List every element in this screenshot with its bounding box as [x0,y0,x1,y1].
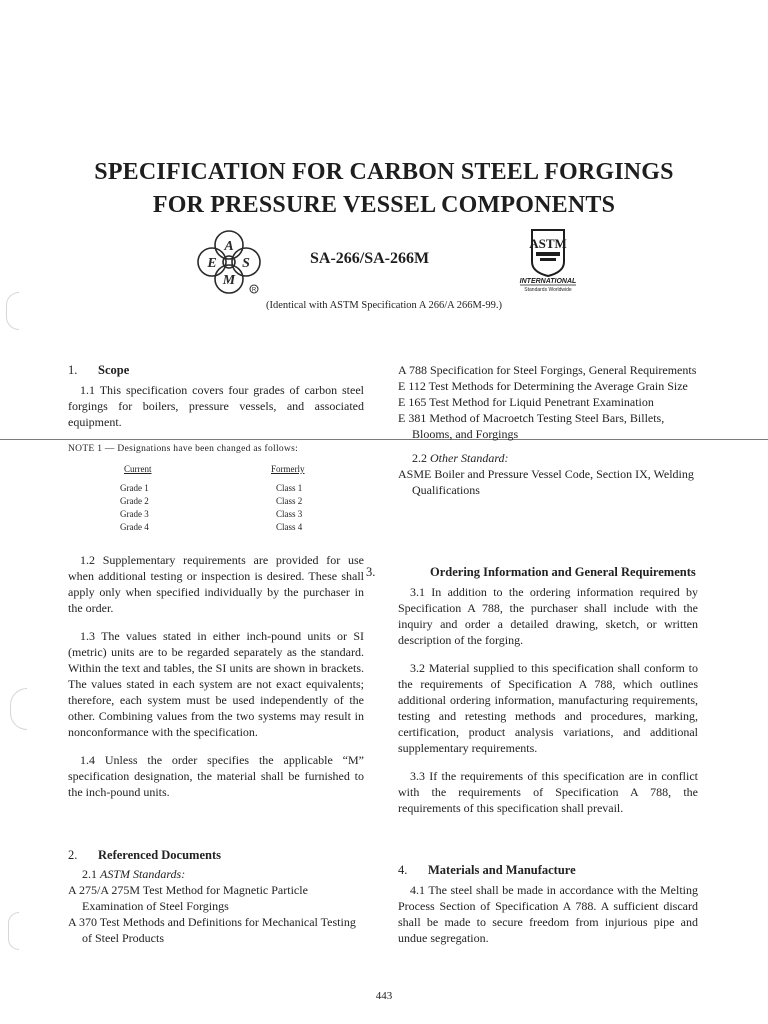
designation: SA-266/SA-266M [310,250,430,267]
table-cell: Class 4 [276,522,303,532]
svg-text:S: S [242,256,250,271]
svg-text:A: A [224,239,234,254]
title-line-2: FOR PRESSURE VESSEL COMPONENTS [152,192,616,218]
svg-text:R: R [251,287,257,294]
table-cell: Grade 3 [120,509,149,519]
section-number: 3. [366,565,376,579]
reference-e381: E 381 Method of Macroetch Testing Steel Bars, Billets, Blooms, and Forgings [398,411,665,441]
subsection-number: 2.2 [412,451,427,465]
section-number: 1. [68,363,78,377]
section-title: Scope [98,363,130,377]
paragraph-1-3: 1.3 The values stated in either inch-pound units or SI (metric) units are to be regarded separately as the standard. Within the text and tables, the SI units are shown in brackets. The values stated in each system are not exact equivalents; therefore, each system must be used independently of the other. Combining values from the two systems may result in nonconformance with the specification. [68,629,364,739]
table-cell: Grade 2 [120,496,149,506]
table-header-formerly: Formerly [271,464,305,474]
identical-note: (Identical with ASTM Specification A 266/A 266M-99.) [266,300,502,311]
paragraph-4-1: 4.1 The steel shall be made in accordance with the Melting Process Section of Specification A 788. A sufficient discard shall be made to secure freedom from injurious pipe and undue segregation. [398,883,698,945]
svg-text:E: E [207,256,217,271]
paragraph-1-2: 1.2 Supplementary requirements are provided for use when additional testing or inspection is desired. These shall apply only when specified individually by the purchaser in the order. [68,553,364,615]
section-heading [366,564,698,580]
subsection-heading [398,450,698,466]
section-title: Referenced Documents [98,848,221,862]
referenced-documents-continued [398,362,698,498]
subsection-heading [68,866,364,882]
table-cell: Grade 1 [120,483,149,493]
table-header-current: Current [124,464,152,474]
scope-continued [68,552,364,800]
astm-tagline: Standards Worldwide [524,287,572,292]
paragraph-1-4: 1.4 Unless the order specifies the applicable “M” specification designation, the material shall be furnished to the inch-pound units. [68,753,364,799]
section-number: 2. [68,848,78,862]
section-3-ordering-information [366,564,698,816]
section-title: Materials and Manufacture [428,863,576,877]
reference-a370: A 370 Test Methods and Definitions for Mechanical Testing of Steel Products [68,915,356,945]
subsection-number: 2.1 [82,867,97,881]
section-number: 4. [398,863,408,877]
subsection-title: Other Standard: [430,451,509,465]
scan-mark [8,912,19,950]
table-cell: Class 3 [276,509,303,519]
paragraph-1-1: 1.1 This specification covers four grades of carbon steel forgings for boilers, pressure vessels, and associated equipment. [68,383,364,429]
section-heading [68,847,364,863]
astm-international-label: INTERNATIONAL [519,278,577,285]
reference-a788: A 788 Specification for Steel Forgings, General Requirements [398,363,697,377]
paragraph-3-1: 3.1 In addition to the ordering information required by Specification A 788, the purchaser shall include with the inquiry and order a detailed drawing, sketch, or written description of the forging. [398,585,698,647]
reference-asme: ASME Boiler and Pressure Vessel Code, Section IX, Welding Qualifications [398,467,694,497]
table-cell: Class 1 [276,483,303,493]
section-2-referenced-documents [68,847,364,946]
reference-e112: E 112 Test Methods for Determining the Average Grain Size [398,379,688,393]
section-heading [398,862,698,878]
scan-mark [6,292,19,330]
reference-a275: A 275/A 275M Test Method for Magnetic Particle Examination of Steel Forgings [68,883,308,913]
page-number: 443 [375,990,393,1002]
section-heading [68,362,364,378]
subsection-title: ASTM Standards: [100,867,186,881]
title-line-1: SPECIFICATION FOR CARBON STEEL FORGINGS [94,159,674,185]
paragraph-3-2: 3.2 Material supplied to this specification shall conform to the requirements of Specification A 788, which outlines additional ordering information, manufacturing requirements, testing and retesting methods and procedures, marking, certification, product analysis variations, and additional supplementary requirements. [398,661,698,755]
astm-letters: ASTM [529,236,567,251]
svg-text:M: M [222,273,236,288]
table-cell: Class 2 [276,496,303,506]
paragraph-3-3: 3.3 If the requirements of this specification are in conflict with the requirements of Specification A 788, the requirements of this specification shall prevail. [398,769,698,815]
table-cell: Grade 4 [120,522,149,532]
note-1: NOTE 1 — Designations have been changed as follows: [68,444,299,454]
section-4-materials [398,862,698,946]
section-title: Ordering Information and General Requirements [430,565,696,579]
document-title [0,156,768,222]
astm-logo-icon [510,226,586,292]
scan-mark [10,688,27,730]
reference-e165: E 165 Test Method for Liquid Penetrant Examination [398,395,654,409]
section-1-scope [68,362,364,430]
asme-seal-icon [190,228,268,296]
